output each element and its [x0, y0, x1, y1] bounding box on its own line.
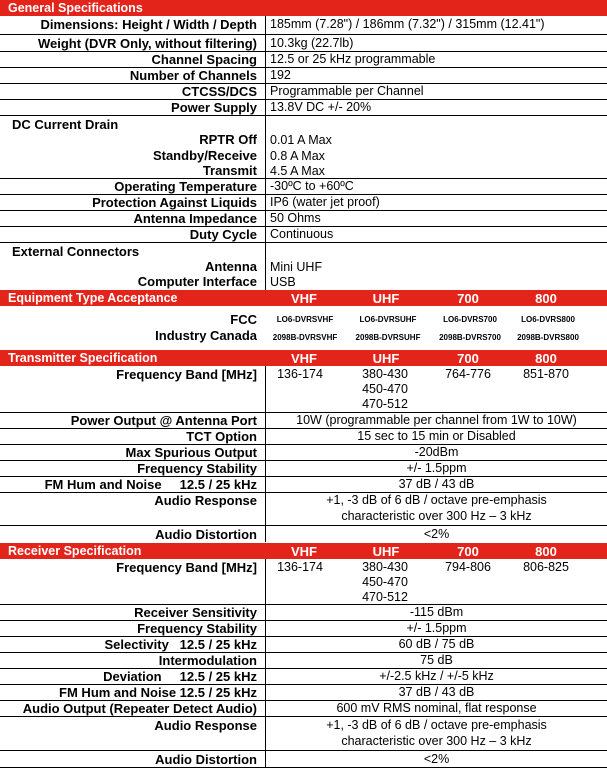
selectivity-label: Selectivity 12.5 / 25 kHz — [104, 637, 257, 652]
rx-frequency-band-label: Frequency Band [MHz] — [116, 560, 257, 575]
rx-freq-uhf-3: 470-512 — [362, 590, 408, 604]
audio-output-value: 600 mV RMS nominal, flat response — [336, 701, 537, 715]
rptr-off-value: 0.01 A Max — [270, 133, 332, 147]
tx-audio-distortion-label: Audio Distortion — [155, 527, 257, 542]
rx-fm-hum-label: FM Hum and Noise 12.5 / 25 kHz — [59, 685, 257, 700]
duty-cycle-value: Continuous — [270, 227, 334, 241]
receiver-col-700: 700 — [457, 544, 479, 559]
tx-fm-hum-value: 37 dB / 43 dB — [398, 477, 475, 491]
antenna-connector-value: Mini UHF — [270, 260, 323, 274]
weight-label: Weight (DVR Only, without filtering) — [37, 36, 257, 51]
channel-spacing-value: 12.5 or 25 kHz programmable — [270, 52, 436, 66]
transmitter-header — [0, 350, 607, 366]
general-spec-title: General Specifications — [8, 1, 143, 15]
protection-liquids-label: Protection Against Liquids — [92, 195, 257, 210]
ic-700: 2098B-DVRS700 — [439, 333, 501, 342]
rx-audio-response-line1: +1, -3 dB of 6 dB / octave pre-emphasis — [326, 718, 547, 732]
fcc-uhf: LO6-DVRSUHF — [359, 315, 417, 324]
general-spec-header — [0, 0, 607, 16]
tx-freq-700: 764-776 — [445, 367, 491, 381]
tx-freq-vhf: 136-174 — [277, 367, 323, 381]
divider — [0, 716, 607, 717]
intermodulation-value: 75 dB — [420, 653, 453, 667]
dimensions-label: Dimensions: Height / Width / Depth — [40, 17, 257, 32]
power-supply-value: 13.8V DC +/- 20% — [270, 100, 372, 114]
dimensions-value: 185mm (7.28") / 186mm (7.32") / 315mm (12.41") — [270, 17, 545, 31]
operating-temperature-value: -30ºC to +60ºC — [270, 179, 354, 193]
protection-liquids-value: IP6 (water jet proof) — [270, 195, 380, 209]
antenna-connector-label: Antenna — [205, 259, 257, 274]
divider — [0, 242, 607, 243]
tx-frequency-stability-value: +/- 1.5ppm — [406, 461, 467, 475]
transmit-value: 4.5 A Max — [270, 164, 325, 178]
column-divider — [265, 16, 266, 290]
transmitter-col-uhf: UHF — [372, 351, 400, 366]
divider — [0, 525, 607, 526]
power-supply-label: Power Supply — [171, 100, 257, 115]
acceptance-title: Equipment Type Acceptance — [8, 291, 178, 305]
ic-uhf: 2098B-DVRSUHF — [355, 333, 421, 342]
transmitter-col-800: 800 — [535, 351, 557, 366]
operating-temperature-label: Operating Temperature — [114, 179, 257, 194]
tx-freq-uhf-3: 470-512 — [362, 397, 408, 411]
rx-audio-response-label: Audio Response — [154, 718, 257, 733]
fcc-700: LO6-DVRS700 — [443, 315, 497, 324]
rx-freq-700: 794-806 — [445, 560, 491, 574]
power-output-value: 10W (programmable per channel from 1W to 10W) — [296, 413, 577, 427]
divider — [0, 67, 607, 68]
transmitter-col-vhf: VHF — [291, 351, 317, 366]
weight-value: 10.3kg (22.7lb) — [270, 36, 354, 50]
ctcss-value: Programmable per Channel — [270, 84, 424, 98]
divider — [0, 767, 607, 768]
rx-frequency-stability-label: Frequency Stability — [137, 621, 257, 636]
receiver-header — [0, 543, 607, 559]
number-of-channels-value: 192 — [270, 68, 291, 82]
receiver-col-uhf: UHF — [372, 544, 400, 559]
tct-option-label: TCT Option — [186, 429, 257, 444]
tx-audio-response-line2: characteristic over 300 Hz – 3 kHz — [341, 509, 532, 523]
acceptance-col-700: 700 — [457, 291, 479, 306]
max-spurious-label: Max Spurious Output — [125, 445, 257, 460]
antenna-impedance-label: Antenna Impedance — [133, 211, 257, 226]
standby-receive-value: 0.8 A Max — [270, 149, 325, 163]
tx-frequency-stability-label: Frequency Stability — [137, 461, 257, 476]
divider — [0, 750, 607, 751]
rx-frequency-stability-value: +/- 1.5ppm — [406, 621, 467, 635]
acceptance-header — [0, 290, 607, 306]
tx-fm-hum-label: FM Hum and Noise 12.5 / 25 kHz — [44, 477, 257, 492]
acceptance-col-vhf: VHF — [291, 291, 317, 306]
column-divider — [265, 559, 266, 767]
tx-audio-response-line1: +1, -3 dB of 6 dB / octave pre-emphasis — [326, 493, 547, 507]
max-spurious-value: -20dBm — [414, 445, 459, 459]
acceptance-col-uhf: UHF — [372, 291, 400, 306]
receiver-sensitivity-label: Receiver Sensitivity — [134, 605, 257, 620]
transmitter-col-700: 700 — [457, 351, 479, 366]
tx-freq-800: 851-870 — [523, 367, 569, 381]
ic-800: 2098B-DVRS800 — [517, 333, 579, 342]
duty-cycle-label: Duty Cycle — [189, 227, 257, 242]
transmitter-title: Transmitter Specification — [8, 351, 158, 365]
divider — [0, 34, 607, 35]
tx-freq-uhf-1: 380-430 — [362, 367, 408, 381]
tct-option-value: 15 sec to 15 min or Disabled — [357, 429, 516, 443]
rx-audio-distortion-value: <2% — [423, 752, 450, 766]
power-output-label: Power Output @ Antenna Port — [70, 413, 257, 428]
external-connectors-title: External Connectors — [12, 244, 140, 259]
rptr-off-label: RPTR Off — [199, 132, 257, 147]
receiver-col-vhf: VHF — [291, 544, 317, 559]
rx-freq-uhf-2: 450-470 — [362, 575, 408, 589]
dc-current-drain-title: DC Current Drain — [12, 117, 119, 132]
receiver-sensitivity-value: -115 dBm — [409, 605, 464, 619]
acceptance-col-800: 800 — [535, 291, 557, 306]
tx-audio-response-label: Audio Response — [154, 493, 257, 508]
divider — [0, 115, 607, 116]
computer-interface-label: Computer Interface — [137, 274, 257, 289]
audio-output-label: Audio Output (Repeater Detect Audio) — [22, 701, 257, 716]
receiver-title: Receiver Specification — [8, 544, 142, 558]
deviation-label: Deviation 12.5 / 25 kHz — [103, 669, 257, 684]
deviation-value: +/-2.5 kHz / +/-5 kHz — [379, 669, 494, 683]
receiver-col-800: 800 — [535, 544, 557, 559]
rx-audio-distortion-label: Audio Distortion — [155, 752, 257, 767]
fcc-800: LO6-DVRS800 — [521, 315, 575, 324]
channel-spacing-label: Channel Spacing — [151, 52, 257, 67]
fcc-vhf: LO6-DVRSVHF — [276, 315, 334, 324]
rx-audio-response-line2: characteristic over 300 Hz – 3 kHz — [341, 734, 532, 748]
rx-fm-hum-value: 37 dB / 43 dB — [398, 685, 475, 699]
transmit-label: Transmit — [202, 163, 257, 178]
column-divider — [265, 366, 266, 542]
standby-receive-label: Standby/Receive — [152, 148, 257, 163]
computer-interface-value: USB — [270, 275, 296, 289]
tx-frequency-band-label: Frequency Band [MHz] — [116, 367, 257, 382]
number-of-channels-label: Number of Channels — [129, 68, 257, 83]
rx-freq-vhf: 136-174 — [277, 560, 323, 574]
tx-freq-uhf-2: 450-470 — [362, 382, 408, 396]
ctcss-label: CTCSS/DCS — [181, 84, 257, 99]
rx-freq-800: 806-825 — [523, 560, 569, 574]
rx-freq-uhf-1: 380-430 — [362, 560, 408, 574]
fcc-label: FCC — [230, 312, 257, 327]
industry-canada-label: Industry Canada — [155, 328, 257, 343]
antenna-impedance-value: 50 Ohms — [270, 211, 321, 225]
tx-audio-distortion-value: <2% — [423, 527, 450, 541]
intermodulation-label: Intermodulation — [158, 653, 257, 668]
ic-vhf: 2098B-DVRSVHF — [272, 333, 338, 342]
selectivity-value: 60 dB / 75 dB — [398, 637, 475, 651]
